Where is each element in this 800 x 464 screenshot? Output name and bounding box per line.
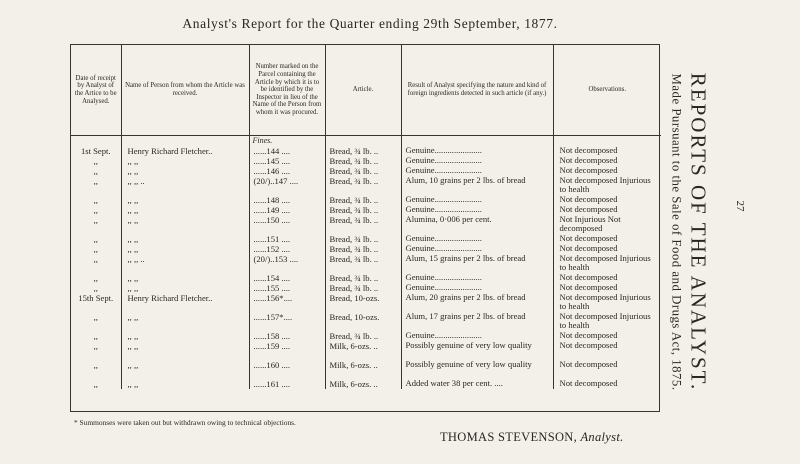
row-result: Genuine...................... [401,283,553,293]
table-row [71,234,661,244]
col-article-header: Article. [325,45,401,136]
row-article: Bread, ¾ lb. .. [325,234,401,244]
row-observation: Not Injurious Not decomposed [559,215,621,234]
row-name: ,, ,, [121,273,249,283]
table-row [71,176,661,195]
row-observation: Not decomposed [559,166,618,175]
table-row [71,273,661,283]
table-row [71,283,661,293]
signature-role: Analyst. [580,430,624,444]
row-name: ,, ,, [121,234,249,244]
row-observation: Not decomposed [559,146,618,155]
row-number: ......159 .... [249,341,325,360]
row-observation: Not decomposed [559,331,618,340]
table-row [71,146,661,156]
row-result: Alumina, 0·006 per cent. [401,215,553,234]
row-article: Bread, ¾ lb. .. [325,254,401,273]
fines-row [71,136,661,147]
row-number: ......158 .... [249,331,325,341]
row-result: Genuine...................... [401,244,553,254]
row-article: Bread, ¾ lb. .. [325,244,401,254]
row-name: ,, ,, [121,244,249,254]
row-date: ,, [71,156,121,166]
table-row [71,195,661,205]
row-date: 15th Sept. [71,293,121,312]
row-date: ,, [71,331,121,341]
row-date: ,, [71,283,121,293]
row-number: ......152 .... [249,244,325,254]
row-date: 1st Sept. [71,146,121,156]
row-number: ......161 .... [249,379,325,389]
row-observation: Not decomposed Injurious to health [559,293,651,312]
row-number: ......160 .... [249,360,325,379]
row-name: ,, ,, [121,341,249,360]
table-row [71,215,661,234]
row-observation: Not decomposed [559,360,618,369]
row-number: (20/)..153 .... [249,254,325,273]
row-observation: Not decomposed [559,341,618,350]
row-result: Alum, 17 grains per 2 lbs. of bread [401,312,553,331]
col-date-header: Date of receipt by Analyst of the Artice to be Analysed. [71,45,121,136]
row-observation: Not decomposed [559,234,618,243]
row-observation: Not decomposed [559,205,618,214]
row-article: Bread, 10-ozs. [325,312,401,331]
row-article: Bread, 10-ozs. [325,293,401,312]
table-row [71,244,661,254]
row-observation: Not decomposed Injurious to health [559,176,651,195]
row-article: Bread, ¾ lb. .. [325,166,401,176]
signature-name: THOMAS STEVENSON, [440,430,578,444]
table-row [71,331,661,341]
row-observation: Not decomposed [559,244,618,253]
row-date: ,, [71,176,121,195]
analysis-table-grid [71,45,661,389]
row-number: ......146 .... [249,166,325,176]
row-number: ......150 .... [249,215,325,234]
row-number: ......151 .... [249,234,325,244]
row-name: ,, ,, [121,331,249,341]
table-row [71,293,661,312]
row-date: ,, [71,273,121,283]
row-number: ......155 .... [249,283,325,293]
row-number: (20/)..147 .... [249,176,325,195]
row-observation: Not decomposed [559,283,618,292]
row-observation: Not decomposed Injurious to health [559,312,651,331]
row-name: Henry Richard Fletcher.. [121,146,249,156]
row-number: ......156*.... [249,293,325,312]
side-subtitle: Made Pursuant to the Sale of Food and Drugs Act, 1875. [669,73,684,391]
row-result: Genuine...................... [401,146,553,156]
row-result: Genuine...................... [401,195,553,205]
row-observation: Not decomposed [559,273,618,282]
row-name: ,, ,, [121,156,249,166]
col-result-header: Result of Analyst specifying the nature and kind of foreign ingredients detected in such article (if any.) [401,45,553,136]
row-article: Bread, ¾ lb. .. [325,156,401,166]
row-name: Henry Richard Fletcher.. [121,293,249,312]
row-number: ......154 .... [249,273,325,283]
row-article: Bread, ¾ lb. .. [325,195,401,205]
report-heading: Analyst's Report for the Quarter ending 29th September, 1877. [182,16,558,31]
row-article: Milk, 6-ozs. .. [325,341,401,360]
col-observations-header: Observations. [553,45,661,136]
row-result: Genuine...................... [401,234,553,244]
table-row [71,360,661,379]
header-row [71,45,661,136]
row-article: Bread, ¾ lb. .. [325,205,401,215]
row-name: ,, ,, [121,312,249,331]
row-article: Milk, 6-ozs. .. [325,360,401,379]
table-row [71,379,661,389]
side-title: REPORTS OF THE ANALYST. [686,72,711,392]
col-number-header: Number marked on the Parcel containing the Article by which it is to be identified by the Inspector in lieu of the Name of the Person from whom it was procured. [249,45,325,136]
row-result: Alum, 15 grains per 2 lbs. of bread [401,254,553,273]
row-observation: Not decomposed [559,195,618,204]
table-row [71,254,661,273]
row-date: ,, [71,341,121,360]
row-name: ,, ,, [121,215,249,234]
row-observation: Not decomposed Injurious to health [559,254,651,273]
row-number: ......157*.... [249,312,325,331]
row-number: ......144 .... [249,146,325,156]
row-article: Bread, ¾ lb. .. [325,215,401,234]
row-date: ,, [71,360,121,379]
table-row [71,312,661,331]
row-result: Genuine...................... [401,273,553,283]
row-number: ......145 .... [249,156,325,166]
signature [440,430,624,445]
row-date: ,, [71,254,121,273]
col-name-header: Name of Person from whom the Article was received. [121,45,249,136]
row-date: ,, [71,205,121,215]
row-date: ,, [71,379,121,389]
row-article: Bread, ¾ lb. .. [325,273,401,283]
row-result: Alum, 20 grains per 2 lbs. of bread [401,293,553,312]
row-article: Bread, ¾ lb. .. [325,176,401,195]
table-row [71,156,661,166]
row-date: ,, [71,195,121,205]
row-date: ,, [71,312,121,331]
row-article: Bread, ¾ lb. .. [325,283,401,293]
row-name: ,, ,, [121,195,249,205]
row-date: ,, [71,215,121,234]
row-result: Genuine...................... [401,156,553,166]
row-name: ,, ,, .. [121,176,249,195]
row-date: ,, [71,244,121,254]
page-number: 27 [734,200,746,212]
row-result: Alum, 10 grains per 2 lbs. of bread [401,176,553,195]
row-name: ,, ,, [121,205,249,215]
row-result: Genuine...................... [401,205,553,215]
row-result: Possibly genuine of very low quality [401,341,553,360]
row-name: ,, ,, [121,166,249,176]
row-number: ......148 .... [249,195,325,205]
row-date: ,, [71,234,121,244]
row-date: ,, [71,166,121,176]
table-row [71,341,661,360]
row-name: ,, ,, [121,379,249,389]
analysis-table [70,44,660,412]
row-name: ,, ,, [121,360,249,379]
fines-label: Fines. [249,136,325,147]
row-name: ,, ,, [121,283,249,293]
footnote: * Summonses were taken out but withdrawn owing to technical objections. [74,418,296,427]
row-result: Genuine...................... [401,166,553,176]
row-result: Genuine...................... [401,331,553,341]
row-number: ......149 .... [249,205,325,215]
row-observation: Not decomposed [559,156,618,165]
row-article: Bread, ¾ lb. .. [325,331,401,341]
table-row [71,166,661,176]
table-row [71,205,661,215]
row-article: Bread, ¾ lb. .. [325,146,401,156]
row-result: Added water 38 per cent. .... [401,379,553,389]
row-observation: Not decomposed [559,379,618,388]
row-name: ,, ,, .. [121,254,249,273]
row-result: Possibly genuine of very low quality [401,360,553,379]
row-article: Milk, 6-ozs. .. [325,379,401,389]
